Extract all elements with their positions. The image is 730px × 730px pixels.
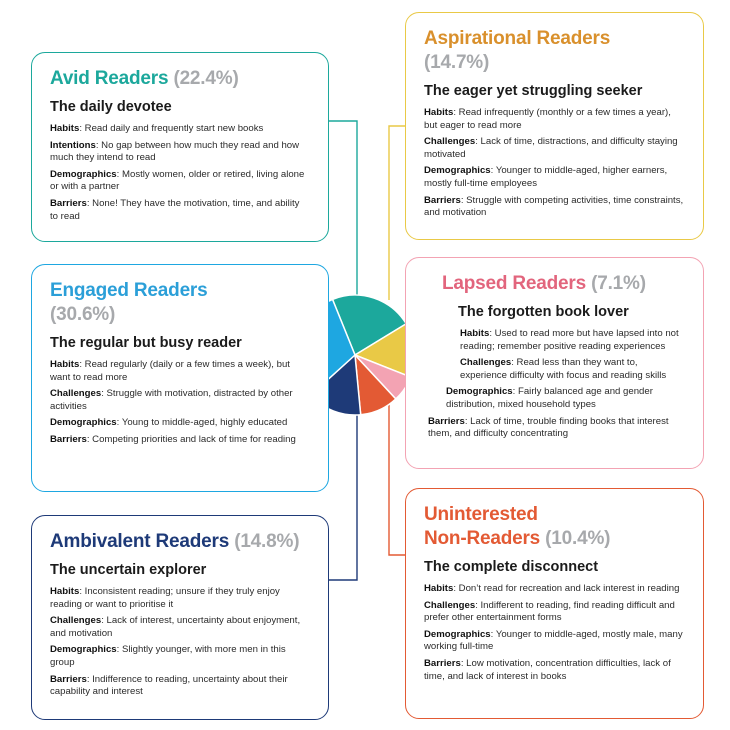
segment-percent: (22.4%) xyxy=(173,68,239,89)
row-demographics: Demographics: Fairly balanced age and gender distribution, mixed household types xyxy=(446,386,653,410)
segment-name: Engaged Readers xyxy=(50,280,208,301)
row-challenges: Challenges: Lack of interest, uncertainty about enjoyment, and motivation xyxy=(50,615,301,639)
segment-subtitle: The complete disconnect xyxy=(424,559,599,575)
segment-name: Aspirational Readers xyxy=(424,28,611,49)
segment-percent: (10.4%) xyxy=(545,528,611,549)
connector-aspirational xyxy=(389,126,405,300)
row-barriers: Barriers: Lack of time, trouble finding books that interest them, and difficulty concentrating xyxy=(428,415,669,440)
row-challenges: Challenges: Read less than they want to, experience difficulty with focus and reading skills xyxy=(460,357,667,381)
card-uninterested-non-readers xyxy=(405,488,704,719)
row-challenges: Challenges: Indifferent to reading, find reading difficult and prefer other entertainment forms xyxy=(424,599,675,624)
row-demographics: Demographics: Younger to middle-aged, mostly male, many working full-time xyxy=(424,628,683,653)
card-title xyxy=(424,27,685,75)
row-barriers: Barriers: None! They have the motivation, time, and ability to read xyxy=(50,197,300,222)
segment-name: Ambivalent Readers xyxy=(50,531,230,552)
segment-name: Avid Readers xyxy=(50,68,169,89)
segment-percent: (30.6%) xyxy=(50,304,116,325)
segment-subtitle: The daily devotee xyxy=(50,99,172,115)
row-demographics: Demographics: Young to middle-aged, highly educated xyxy=(50,417,288,429)
row-barriers: Barriers: Struggle with competing activities, time constraints, and motivation xyxy=(424,194,684,219)
card-title xyxy=(424,503,685,551)
segment-percent: (14.7%) xyxy=(424,52,490,73)
card-aspirational-readers xyxy=(405,12,704,240)
card-ambivalent-readers xyxy=(31,515,329,720)
row-habits: Habits: Don’t read for recreation and lack interest in reading xyxy=(424,583,680,594)
card-title xyxy=(50,279,310,327)
segment-name-line2: Non-Readers xyxy=(424,528,541,549)
connector-ambivalent xyxy=(329,414,357,580)
card-title xyxy=(442,272,685,296)
card-avid-readers xyxy=(31,52,329,242)
card-engaged-readers xyxy=(31,264,329,492)
segment-subtitle: The uncertain explorer xyxy=(50,562,207,578)
connector-avid xyxy=(329,121,357,296)
row-intentions: Intentions: No gap between how much they read and how much they intend to read xyxy=(50,139,300,164)
row-barriers: Barriers: Competing priorities and lack of time for reading xyxy=(50,433,296,445)
segment-percent: (14.8%) xyxy=(234,531,300,552)
segment-name-line1: Uninterested xyxy=(424,504,538,525)
row-demographics: Demographics: Mostly women, older or retired, living alone or with a partner xyxy=(50,168,305,193)
connector-uninterested xyxy=(389,405,405,555)
row-challenges: Challenges: Struggle with motivation, distracted by other activities xyxy=(50,388,293,412)
card-title xyxy=(50,530,310,554)
segment-percent: (7.1%) xyxy=(591,273,646,294)
row-challenges: Challenges: Lack of time, distractions, and difficulty staying motivated xyxy=(424,136,678,160)
row-habits: Habits: Used to read more but have lapsed into not reading; remember positive reading experiences xyxy=(460,328,679,352)
row-barriers: Barriers: Low motivation, concentration difficulties, lack of time, and lack of interest in books xyxy=(424,657,671,682)
row-habits: Habits: Inconsistent reading; unsure if they truly enjoy reading or want to prioritise it xyxy=(50,586,280,610)
row-demographics: Demographics: Slightly younger, with more men in this group xyxy=(50,644,286,668)
row-habits: Habits: Read daily and frequently start new books xyxy=(50,123,264,134)
segment-subtitle: The regular but busy reader xyxy=(50,335,242,351)
card-lapsed-readers xyxy=(405,257,704,469)
row-barriers: Barriers: Indifference to reading, uncertainty about their capability and interest xyxy=(50,673,288,698)
row-demographics: Demographics: Younger to middle-aged, higher earners, mostly full-time employees xyxy=(424,165,668,189)
row-habits: Habits: Read infrequently (monthly or a few times a year), but eager to read more xyxy=(424,107,671,131)
segment-subtitle: The eager yet struggling seeker xyxy=(424,83,643,99)
card-title xyxy=(50,67,310,91)
segment-subtitle: The forgotten book lover xyxy=(458,304,629,320)
row-habits: Habits: Read regularly (daily or a few times a week), but want to read more xyxy=(50,359,290,383)
segment-name: Lapsed Readers xyxy=(442,273,586,294)
